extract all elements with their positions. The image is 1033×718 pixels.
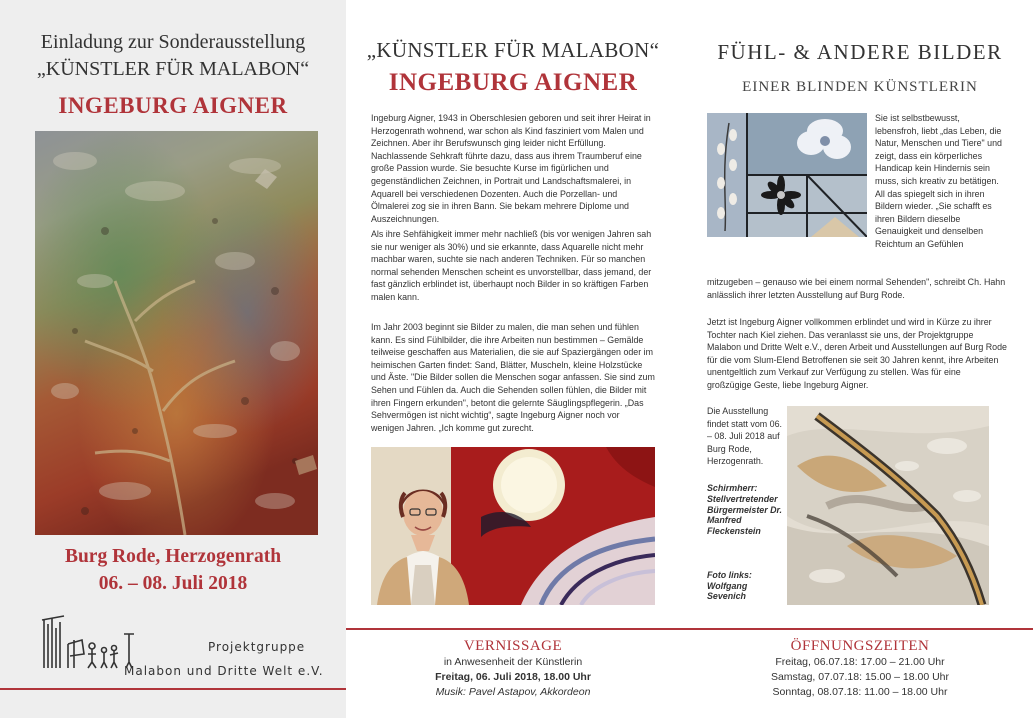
right-paragraph-2: Jetzt ist Ingeburg Aigner vollkommen erblindet und wird in Kürze zu ihrer Tochter nach Kiel ziehen. Das veranlasst sie uns, der Projektgruppe Malabon und Dritte Welt e.V., deren Arbeit und Ausstellungen auf Burg Rode für die vom Slum-Elend Betroffenen sie seit 30 Jahren kennt, ihre Arbeiten unentgeltlich zum Verkauf zur Verfügung zu stellen. Was für eine großzügige Geste, liebe Ingeburg Aigner. bbox=[707, 317, 1007, 390]
vernissage-line-1: in Anwesenheit der Künstlerin bbox=[443, 656, 583, 668]
middle-artist-name: INGEBURG AIGNER bbox=[388, 69, 638, 96]
bio-paragraph-1: Ingeburg Aigner, 1943 in Oberschlesien geboren und seit ihrer Heirat in Herzogenrath wohnend, war schon als Kind fasziniert vom Malen und Zeichnen. Aber ihr Berufswunsch ging leider nicht Erfüllung. Nachlassende Sehkraft führte dazu, dass aus ihrem Traumberuf eine große Passion wurde. Sie besuchte Kurse im figürlichen und gegenständlichen Zeichnen, in Portrait und Landschaftsmalerei, in Aquarell bei verschiedenen Dozenten. Auch die Porzellan- und Ölmalerei zog sie in ihren Bann. Sie bekam mehrere Diplome und Auszeichnungen. bbox=[371, 113, 651, 224]
project-group-logo bbox=[40, 610, 136, 670]
opening-hours-sunday: Sonntag, 08.07.18: 11.00 – 18.00 Uhr bbox=[772, 686, 948, 698]
cover-painting bbox=[35, 131, 318, 535]
logo-text-line1: Projektgruppe bbox=[208, 640, 306, 654]
right-headline: FÜHL- & ANDERE BILDER bbox=[717, 40, 1003, 64]
vernissage-date: Freitag, 06. Juli 2018, 18.00 Uhr bbox=[435, 671, 591, 683]
flower-artwork bbox=[707, 113, 867, 237]
vernissage-music: Musik: Pavel Astapov, Akkordeon bbox=[435, 686, 591, 698]
artist-name: INGEBURG AIGNER bbox=[58, 93, 288, 118]
opening-hours-friday: Freitag, 06.07.18: 17.00 – 21.00 Uhr bbox=[775, 656, 945, 668]
opening-hours-heading: ÖFFNUNGSZEITEN bbox=[790, 638, 930, 654]
venue-location: Burg Rode, Herzogenrath bbox=[64, 546, 282, 567]
footer-divider bbox=[346, 628, 1033, 630]
bio-paragraph-3: Im Jahr 2003 beginnt sie Bilder zu malen, die man sehen und fühlen kann. Es sind Fühlbilder, die ihre Arbeiten nun bestimmen – Gemälde teilweise geschaffen aus Materialien, die sie auf Spaziergängen oder im heimischen Garten findet: Sand, Blätter, Muscheln, kleine Holzstücke und Äste. "Die Bilder sollen die Menschen sogar anfassen. Sie sind zum Sehen und Fühlen da. Auch die Sehenden sollen fühlen, die Bilder mit ihren Fingern erkunden", betont die gelernte Säuglingspflegerin. „Das Sehvermögen ist nicht wichtig“, sagte Ingeburg Aigner noch vor wenigen Jahren. „Ich komme gut zurecht. bbox=[371, 322, 655, 433]
right-paragraph-continued: mitzugeben – genauso wie bei einem normal Sehenden", schreibt Ch. Hahn anlässlich ihrer letzten Ausstellung auf Burg Rode. bbox=[707, 277, 1006, 300]
logo-text-line2: Malabon und Dritte Welt e.V. bbox=[124, 664, 324, 678]
venue-dates: 06. – 08. Juli 2018 bbox=[98, 573, 248, 594]
exhibition-dates-note: Die Ausstellung findet statt vom 06. – 08. Juli 2018 auf Burg Rode, Herzogenrath. bbox=[707, 406, 782, 467]
middle-exhibition-title: „KÜNSTLER FÜR MALABON“ bbox=[366, 38, 660, 62]
patron-label: Schirmherr: bbox=[707, 483, 758, 493]
bio-paragraph-2: Als ihre Sehfähigkeit immer mehr nachließ (bis vor wenigen Jahren sah sie nur weniger als 30%) und sie erkannte, dass Aquarelle nicht mehr machbar waren, suchte sie nach anderen Techniken. Für so manchen normal sehenden Menschen scheint es unvorstellbar, dass jemand, der fast gänzlich erblindet ist, überhaupt noch Bilder in so kräftigen Farben malen kann. bbox=[371, 229, 652, 302]
right-side-paragraph: Sie ist selbstbewusst, lebensfroh, liebt „das Leben, die Natur, Menschen und Tiere" und zeigt, dass ein körperliches Handicap kein Hindernis sein muss, sich kreativ zu betätigen. All das spiegelt sich in ihren Bildern wieder. „Sie schafft es ihren Bildern dieselbe Genauigkeit und denselben Reichtum an Gefühlen bbox=[875, 113, 1002, 249]
exhibition-title: „KÜNSTLER FÜR MALABON“ bbox=[36, 58, 310, 80]
vernissage-heading: VERNISSAGE bbox=[463, 638, 563, 654]
divider bbox=[0, 688, 346, 690]
artist-photo bbox=[371, 447, 655, 605]
photo-credit: Foto links: Wolfgang Sevenich bbox=[707, 570, 752, 601]
invitation-line: Einladung zur Sonderausstellung bbox=[40, 31, 306, 53]
right-subheadline: EINER BLINDEN KÜNSTLERIN bbox=[742, 79, 978, 95]
vernissage-block bbox=[357, 637, 669, 700]
opening-hours-block bbox=[690, 637, 1030, 700]
patron-name: Stellvertretender Bürgermeister Dr. Manfred Fleckenstein bbox=[707, 494, 782, 536]
opening-hours-saturday: Samstag, 07.07.18: 15.00 – 18.00 Uhr bbox=[770, 671, 950, 683]
texture-artwork bbox=[787, 406, 989, 605]
